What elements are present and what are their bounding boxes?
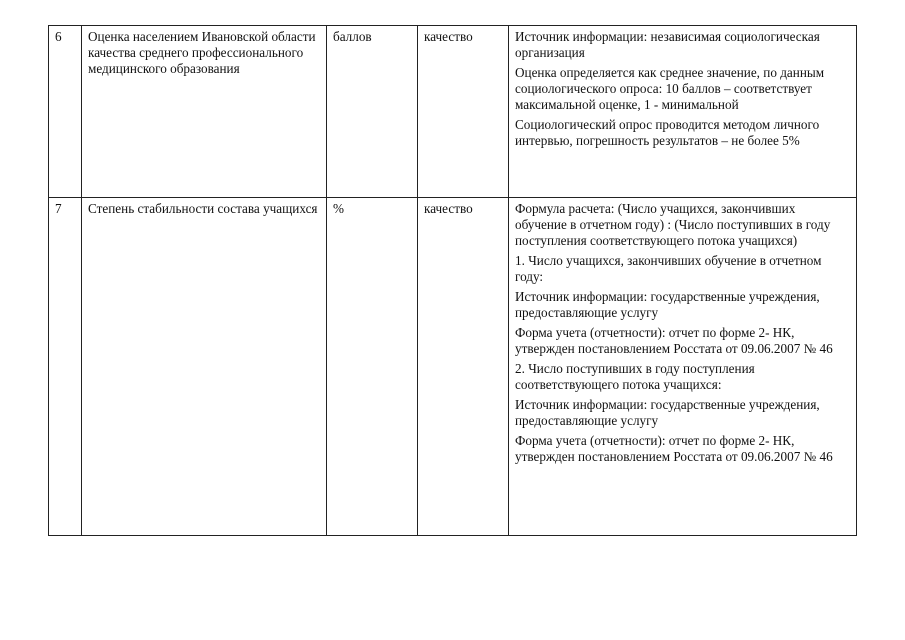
description-cell	[509, 26, 857, 198]
table-row	[49, 26, 857, 198]
type-cell: качество	[418, 26, 509, 198]
unit-cell: %	[327, 198, 418, 536]
description-paragraph: Социологический опрос проводится методом личного интервью, погрешность результатов – не более 5%	[515, 117, 820, 148]
row-number-cell: 7	[49, 198, 82, 536]
indicator-name-cell: Степень стабильности состава учащихся	[82, 198, 327, 536]
description-cell	[509, 198, 857, 536]
indicator-table	[48, 25, 857, 536]
description-paragraph: 1. Число учащихся, закончивших обучение в отчетном году:	[515, 253, 822, 284]
description-paragraph: Источник информации: независимая социологическая организация	[515, 29, 820, 60]
description-paragraph: Источник информации: государственные учреждения, предоставляющие услугу	[515, 289, 820, 320]
description-paragraph: Источник информации: государственные учреждения, предоставляющие услугу	[515, 397, 820, 428]
type-cell: качество	[418, 198, 509, 536]
indicator-name-cell: Оценка населением Ивановской области качества среднего профессионального медицинского образования	[82, 26, 327, 198]
description-paragraph: Оценка определяется как среднее значение, по данным социологического опроса: 10 баллов – соответствует максимальной оценке, 1 - минимальной	[515, 65, 825, 112]
table-row	[49, 198, 857, 536]
description-paragraph: Формула расчета: (Число учащихся, закончивших обучение в отчетном году) : (Число поступивших в году поступления соответствующего потока учащихся)	[515, 201, 831, 248]
description-paragraph: Форма учета (отчетности): отчет по форме 2- НК, утвержден постановлением Росстата от 09.06.2007 № 46	[515, 433, 833, 464]
unit-cell: баллов	[327, 26, 418, 198]
description-paragraph: Форма учета (отчетности): отчет по форме 2- НК, утвержден постановлением Росстата от 09.06.2007 № 46	[515, 325, 833, 356]
row-number-cell: 6	[49, 26, 82, 198]
description-paragraph: 2. Число поступивших в году поступления соответствующего потока учащихся:	[515, 361, 755, 392]
